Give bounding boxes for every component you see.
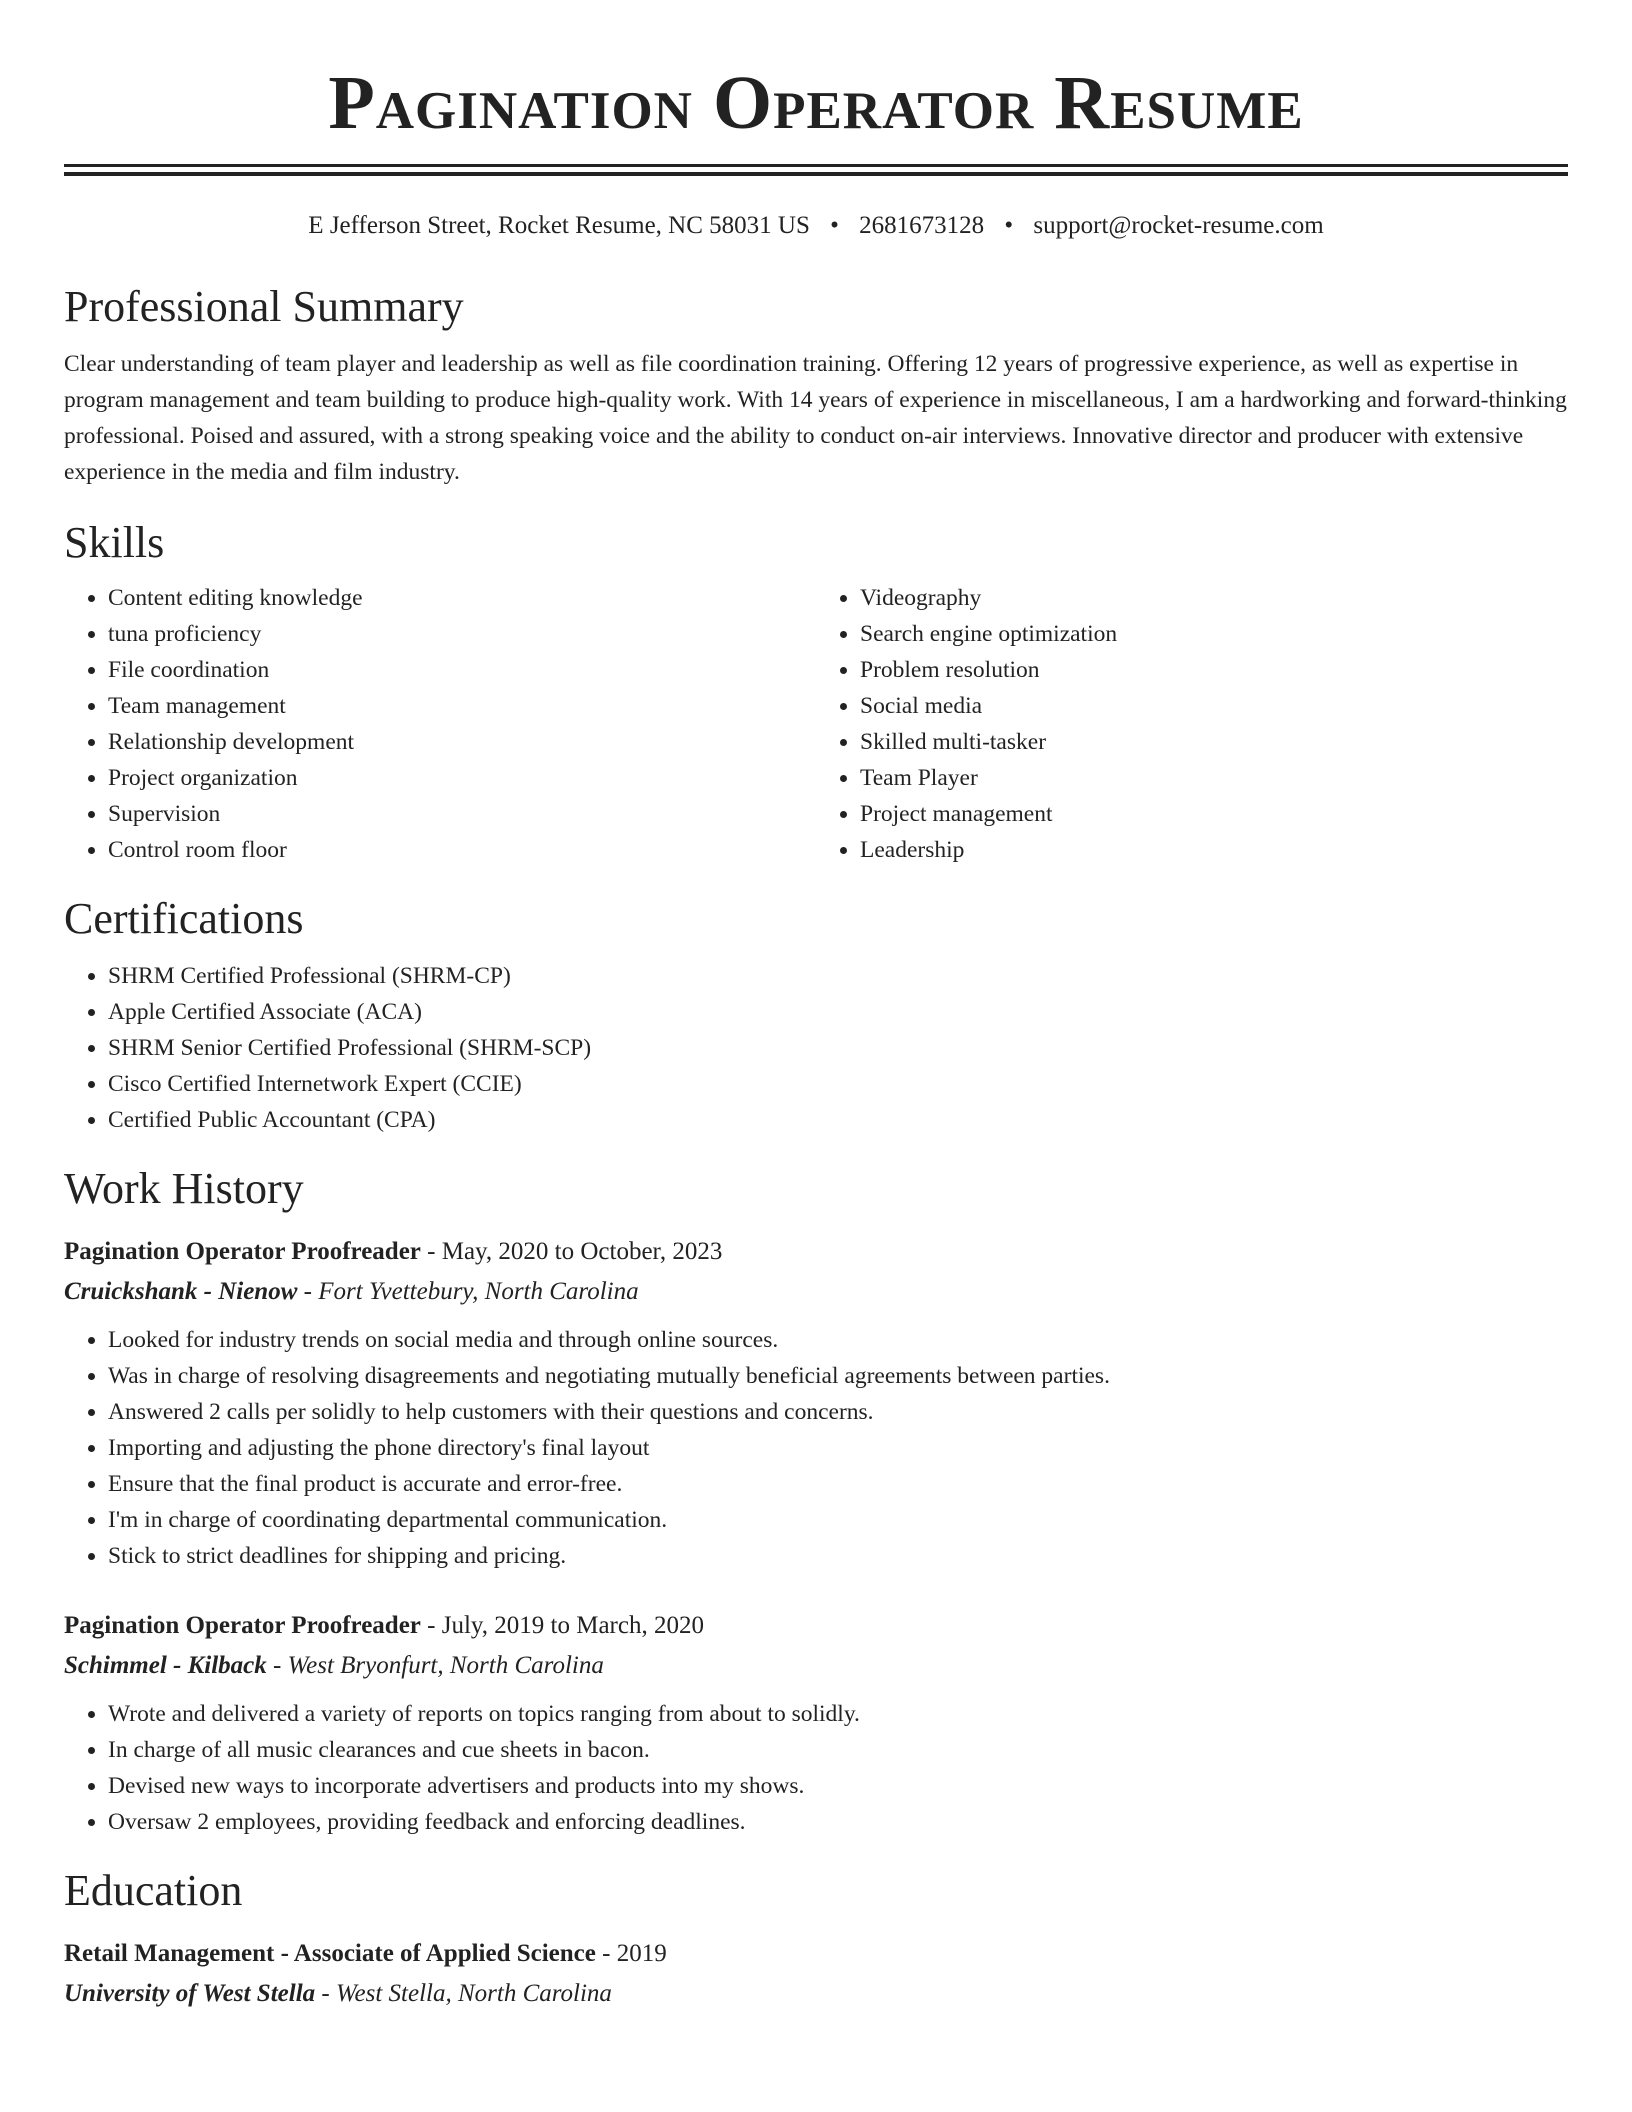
job-bullet: • Stick to strict deadlines for shipping and pricing. [108, 1538, 1568, 1574]
certification-item: • SHRM Senior Certified Professional (SHRM-SCP) [108, 1030, 1568, 1066]
certifications-heading: Certifications [64, 894, 304, 943]
skills-columns [64, 580, 1568, 868]
resume-title: Pagination Operator Resume [328, 61, 1304, 145]
skill-item: • Team management [108, 688, 816, 724]
certification-item: • SHRM Certified Professional (SHRM-CP) [108, 958, 1568, 994]
work-history-heading: Work History [64, 1164, 304, 1213]
skills-right-list [816, 580, 1568, 868]
job-bullet: • I'm in charge of coordinating departmental communication. [108, 1502, 1568, 1538]
separator: • [1004, 212, 1014, 239]
skill-item: • Relationship development [108, 724, 816, 760]
skills-left-list [64, 580, 816, 868]
skill-item: • Social media [860, 688, 1568, 724]
contact-line [64, 210, 1568, 242]
skill-item: • tuna proficiency [108, 616, 816, 652]
job-bullet: • Importing and adjusting the phone directory's final layout [108, 1430, 1568, 1466]
job-header [64, 1606, 1568, 1646]
skill-item: • Skilled multi-tasker [860, 724, 1568, 760]
skill-item: • Videography [860, 580, 1568, 616]
certifications-list [64, 958, 1568, 1138]
skill-item: • Project organization [108, 760, 816, 796]
job-location: - West Bryonfurt, North Carolina [266, 1652, 604, 1679]
skill-item: • Search engine optimization [860, 616, 1568, 652]
school-name: University of West Stella [64, 1980, 316, 2007]
job-bullet: • Oversaw 2 employees, providing feedback and enforcing deadlines. [108, 1804, 1568, 1840]
job-bullet: • Was in charge of resolving disagreements and negotiating mutually beneficial agreements between parties. [108, 1358, 1568, 1394]
skill-item: • Control room floor [108, 832, 816, 868]
summary-text: Clear understanding of team player and leadership as well as file coordination training. Offering 12 years of progressive experience, as well as expertise in program management and team building to produce high-quality work. With 14 years of experience in miscellaneous, I am a hardworking and forward-thinking professional. Poised and assured, with a strong speaking voice and the ability to conduct on-air interviews. Innovative director and producer with extensive experience in the media and film industry. [64, 351, 1567, 485]
company-name: Schimmel - Kilback [64, 1652, 267, 1679]
education-heading: Education [64, 1866, 243, 1915]
job-dates: - July, 2019 to March, 2020 [420, 1612, 704, 1639]
job-bullets [64, 1696, 1568, 1840]
phone: 2681673128 [859, 212, 985, 239]
job-bullets [64, 1322, 1568, 1574]
skill-item: • Content editing knowledge [108, 580, 816, 616]
job-bullet: • Ensure that the final product is accurate and error-free. [108, 1466, 1568, 1502]
separator: • [830, 212, 839, 239]
school-location: - West Stella, North Carolina [315, 1980, 612, 2007]
job-title: Pagination Operator Proofreader [64, 1238, 421, 1265]
skill-item: • Problem resolution [860, 652, 1568, 688]
education-header [64, 1934, 1568, 1974]
skill-item: • Project management [860, 796, 1568, 832]
job-bullet: • In charge of all music clearances and cue sheets in bacon. [108, 1732, 1568, 1768]
address: E Jefferson Street, Rocket Resume, NC 58031 US [308, 212, 810, 239]
job-bullet: • Looked for industry trends on social media and through online sources. [108, 1322, 1568, 1358]
company-name: Cruickshank - Nienow [64, 1278, 298, 1305]
job-title: Pagination Operator Proofreader [64, 1612, 421, 1639]
job-entry [64, 1606, 1568, 1840]
job-employer [64, 1272, 1568, 1312]
job-bullet: • Wrote and delivered a variety of reports on topics ranging from about to solidly. [108, 1696, 1568, 1732]
summary-heading: Professional Summary [64, 282, 464, 331]
job-entry [64, 1232, 1568, 1574]
certification-item: • Cisco Certified Internetwork Expert (CCIE) [108, 1066, 1568, 1102]
graduation-year: - 2019 [595, 1940, 667, 1967]
skill-item: • File coordination [108, 652, 816, 688]
job-bullet: • Devised new ways to incorporate advertisers and products into my shows. [108, 1768, 1568, 1804]
title-divider [64, 164, 1568, 176]
skill-item: • Team Player [860, 760, 1568, 796]
job-header [64, 1232, 1568, 1272]
skill-item: • Supervision [108, 796, 816, 832]
job-dates: - May, 2020 to October, 2023 [420, 1238, 723, 1265]
email: support@rocket-resume.com [1033, 212, 1324, 239]
job-bullet: • Answered 2 calls per solidly to help customers with their questions and concerns. [108, 1394, 1568, 1430]
degree-name: Retail Management - Associate of Applied Science [64, 1940, 596, 1967]
certification-item: • Certified Public Accountant (CPA) [108, 1102, 1568, 1138]
skill-item: • Leadership [860, 832, 1568, 868]
job-employer [64, 1646, 1568, 1686]
skills-heading: Skills [64, 518, 165, 567]
job-location: - Fort Yvettebury, North Carolina [297, 1278, 639, 1305]
resume-page [64, 0, 1568, 2014]
education-school [64, 1974, 1568, 2014]
certification-item: • Apple Certified Associate (ACA) [108, 994, 1568, 1030]
